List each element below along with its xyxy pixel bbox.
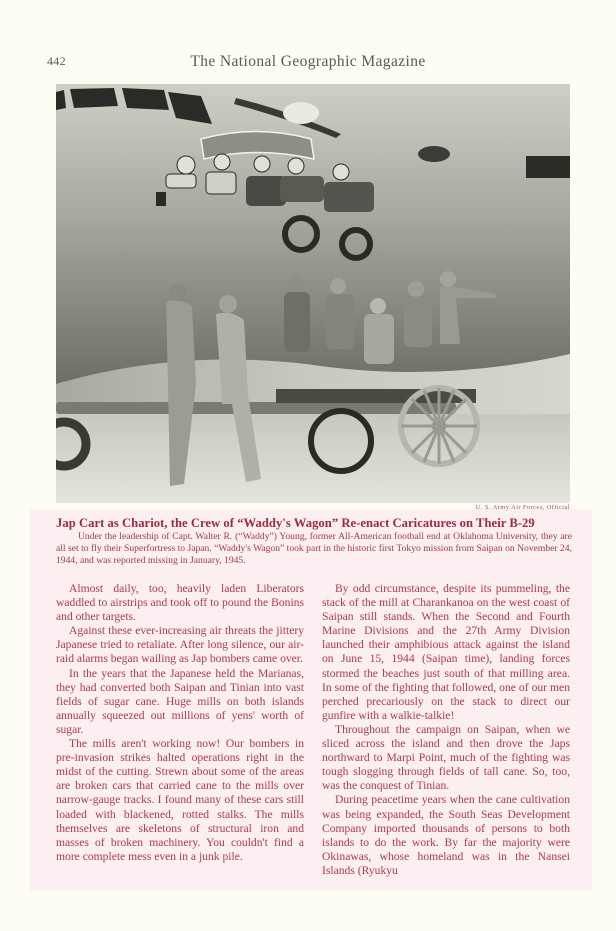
body-column-right (322, 582, 570, 878)
body-column-left (56, 582, 304, 864)
paragraph: Against these ever-increasing air threats the jittery Japanese tried to retaliate. After long silence, our air-raid alarms began wailing as Jap bombers came over. (56, 624, 304, 666)
paragraph: By odd circumstance, despite its pummeling, the stack of the mill at Charankanoa on the west coast of Saipan still stands. When the Second and Fourth Marine Divisions and the 27th Army Division launched their amphibious attack against the island on June 15, 1944 (Saipan time), landing forces stormed the beaches just south of that milling area. In some of the fighting that followed, one of our men perched precariously on the stack to direct our gunfire with a walkie-talkie! (322, 582, 570, 722)
cart-wheel-front (401, 388, 477, 464)
sighting-blister (283, 102, 319, 124)
wing-edge (526, 156, 570, 178)
fuselage-blister (418, 146, 450, 162)
paragraph: In the years that the Japanese held the Marianas, they had converted both Saipan and Tinian into vast fields of sugar cane. Huge mills on both islands annually squeezed out millions of yens' worth of sugar. (56, 666, 304, 736)
caption-title: Jap Cart as Chariot, the Crew of “Waddy's Wagon” Re-enact Caricatures on Their B-29 (56, 516, 535, 530)
running-head (0, 53, 616, 73)
magazine-title: The National Geographic Magazine (190, 53, 426, 70)
page-number: 442 (47, 54, 66, 68)
photograph-b29-crew (56, 84, 570, 503)
paragraph: Throughout the campaign on Saipan, when we sliced across the island and then drove the Japs northward to Marpi Point, much of the fighting was tough slogging through fields of tall cane. So, too, was the conquest of Tinian. (322, 722, 570, 793)
caption-body: Under the leadership of Capt. Walter R. (“Waddy”) Young, former All-American football end at Oklahoma University, they are all set to fly their Superfortress to Japan. “Waddy's Wagon” took part in the historic first Tokyo mission from Saipan on November 24, 1944, and was reported missing in January, 1945. (56, 531, 572, 567)
photo-credit: U. S. Army Air Forces, Official (475, 504, 570, 511)
paragraph: Almost daily, too, heavily laden Liberators waddled to airstrips and took off to pound the Bonins and other targets. (56, 582, 304, 624)
paragraph: The mills aren't working now! Our bombers in pre-invasion strikes halted operations right in the midst of the cutting. Strewn about some of the areas are broken cars that carried cane to the mills over narrow-gauge tracks. I found many of these cars still loaded with blackened, rotted stalks. The mills themselves are skeletons of structural iron and masses of broken machinery. You couldn't find a more complete mess even in a junk pile. (56, 737, 304, 863)
paragraph: During peacetime years when the cane cultivation was being expanded, the South Seas Development Company imported thousands of persons to both islands to do the work. By far the majority were Okinawas, whose homeland was in the Nansei Islands (Ryukyu (322, 793, 570, 877)
cart-pole (56, 402, 456, 414)
photo-illustration (56, 84, 570, 503)
